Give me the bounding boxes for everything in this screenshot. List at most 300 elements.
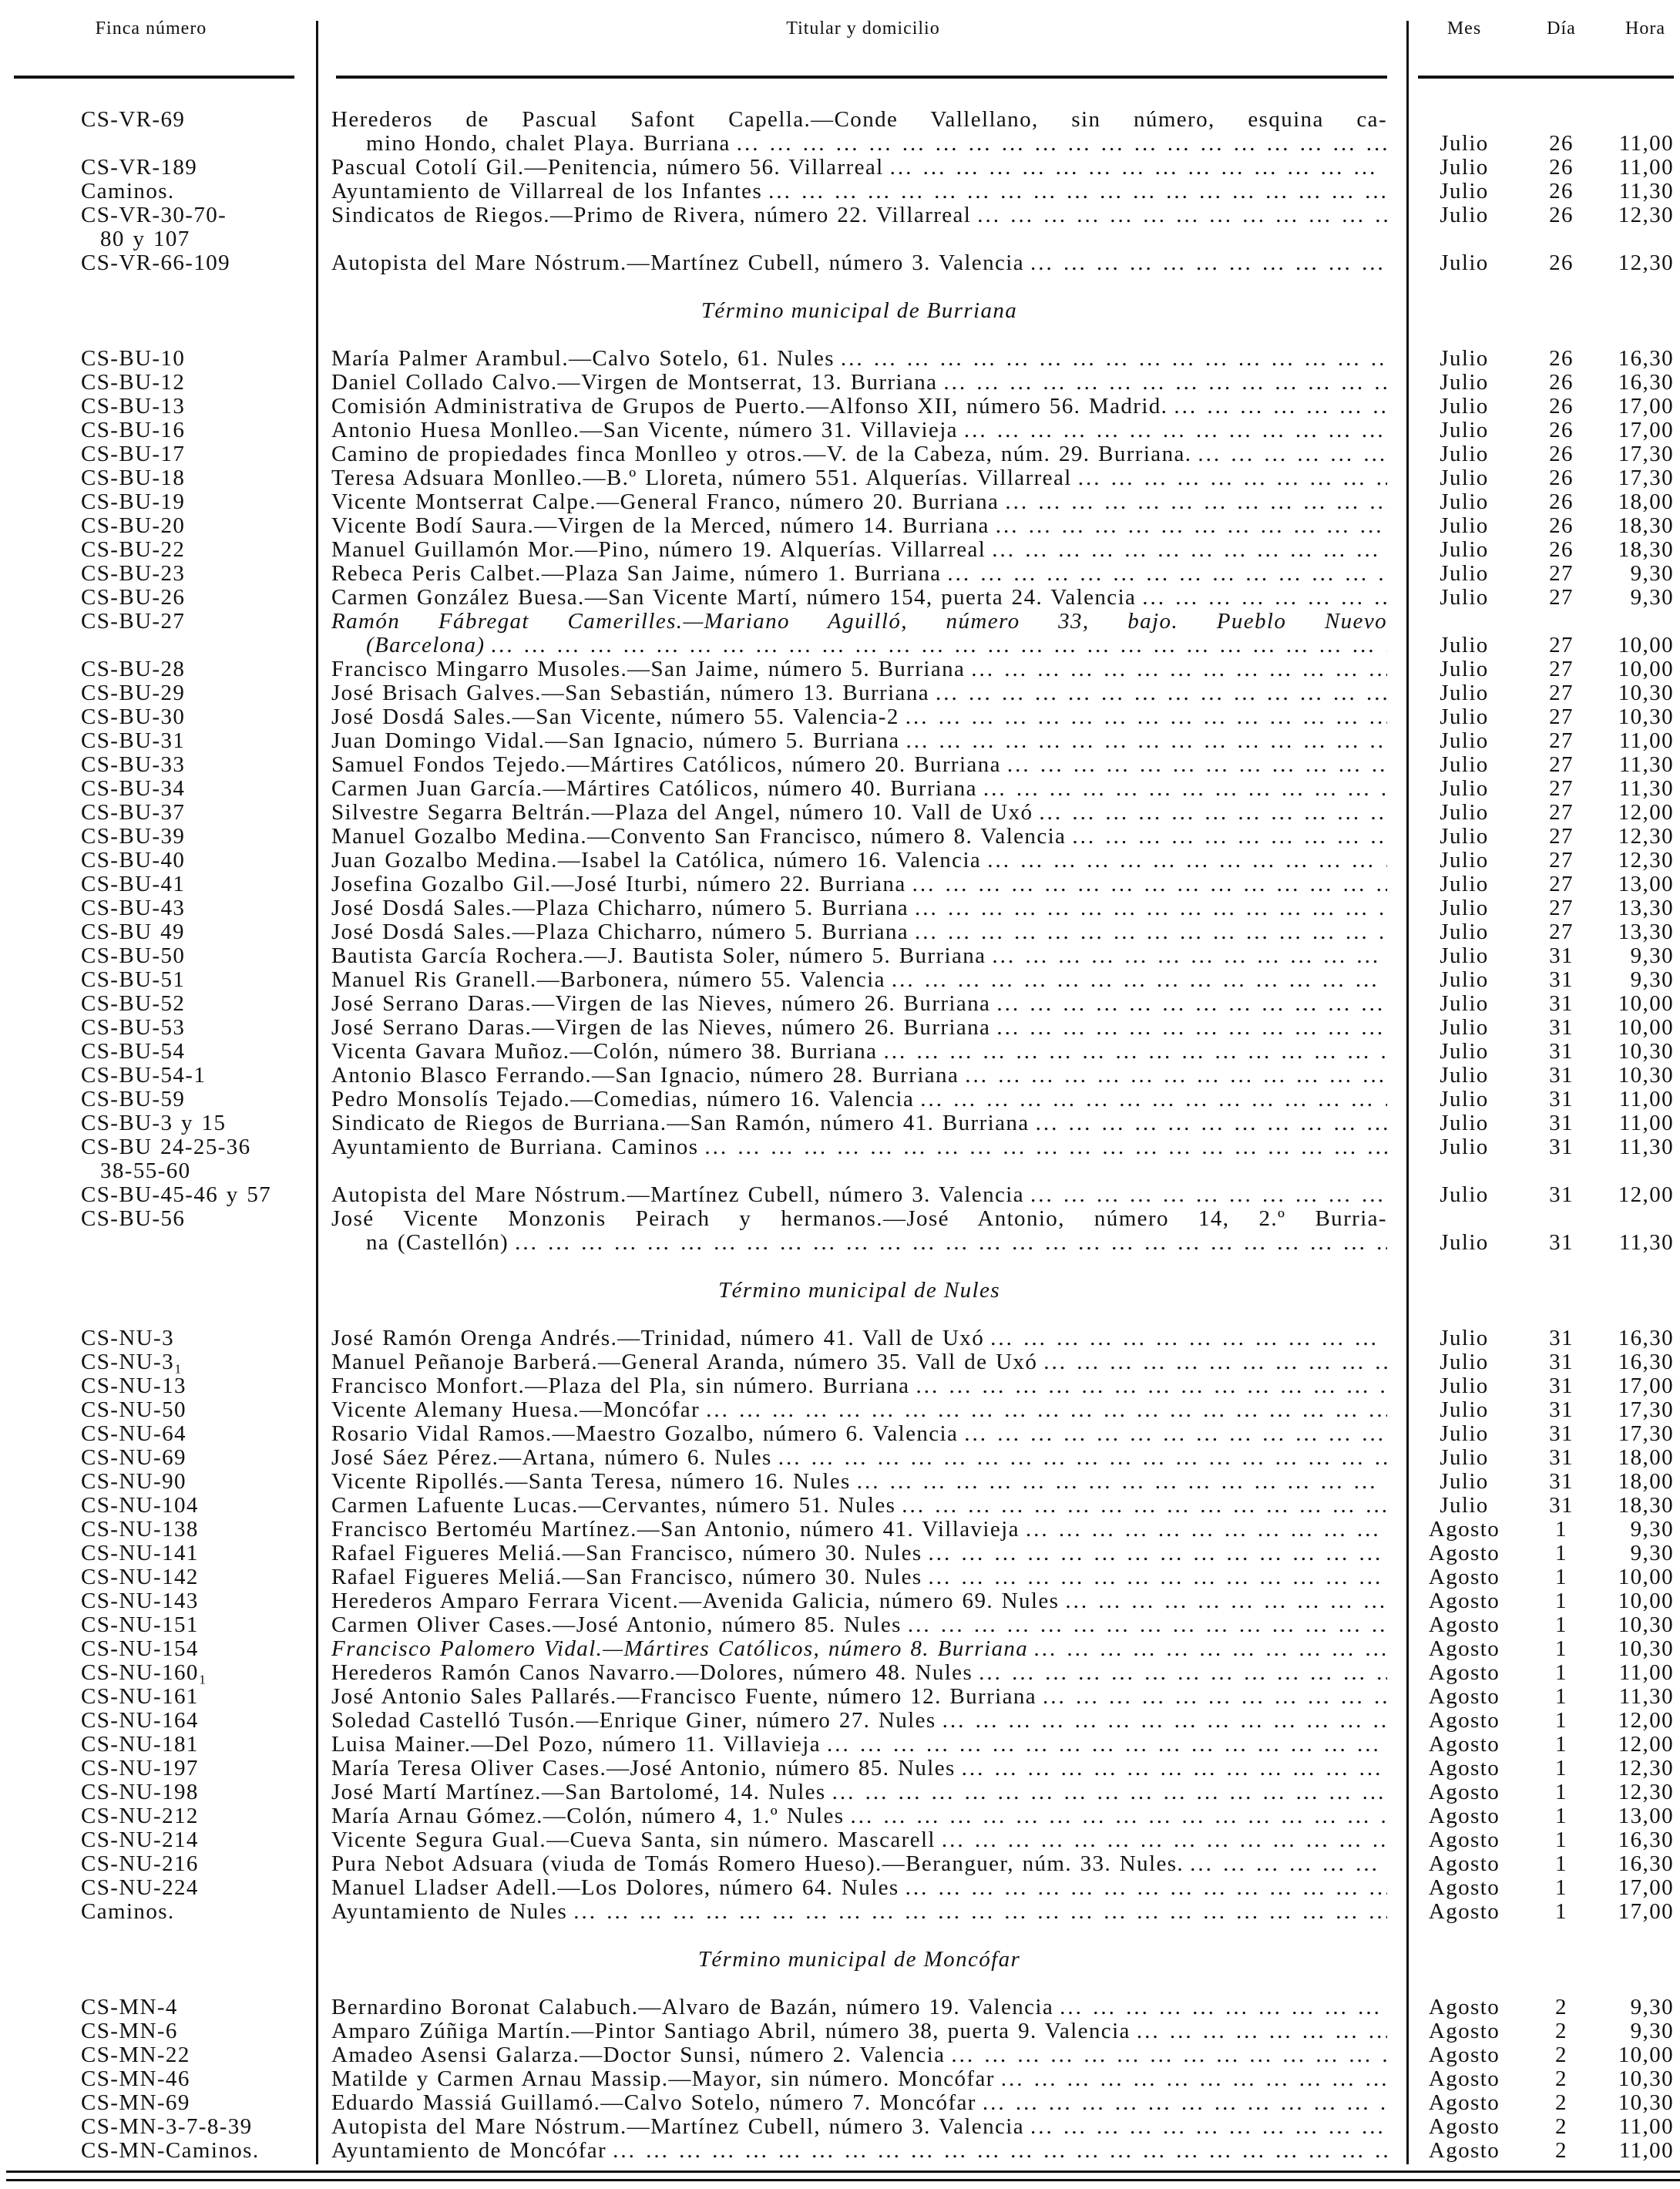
leader-dots [909,920,1387,944]
mes-cell: Agosto [1428,2114,1500,2139]
finca-number: CS-BU-56 [81,1206,186,1231]
table-row [0,180,1680,203]
leader-dots [895,1494,1387,1518]
mes-cell: Agosto [1428,1660,1500,1685]
hora-cell: 13,00 [1618,872,1674,896]
hora-cell: 16,30 [1618,1350,1674,1374]
bottom-rule [6,2179,1680,2181]
dia-cell: 1 [1555,1780,1567,1804]
hora-cell: 10,30 [1618,1039,1674,1064]
hora-cell: 18,30 [1618,537,1674,562]
dia-cell: 26 [1549,418,1574,442]
finca-cell [81,586,312,610]
titular-text: Autopista del Mare Nóstrum.—Martínez Cubell, número 3. Valencia [331,2115,1024,2139]
dia-cell: 31 [1549,1445,1574,1470]
finca-number: CS-BU 24-25-36 [81,1135,251,1159]
leader-dots [1131,2019,1387,2043]
leader-dots [485,634,1387,657]
titular-line [331,1733,1387,1757]
mes-cell: Julio [1440,561,1489,586]
mes-cell: Agosto [1428,1565,1500,1589]
leader-dots [899,705,1387,729]
titular-line [331,1637,1387,1661]
mes-cell: Julio [1440,633,1489,657]
titular-line [331,681,1387,705]
titular-line [331,1327,1387,1350]
finca-number: CS-NU-50 [81,1397,186,1422]
titular-text: Daniel Collado Calvo.—Virgen de Montserrat, 13. Burriana [331,371,938,395]
finca-cell [81,490,312,514]
hora-cell: 11,30 [1618,1135,1674,1159]
dia-cell: 2 [1555,2043,1567,2067]
finca-cell [81,1016,312,1040]
dia-cell: 2 [1555,2114,1567,2139]
finca-cell [81,610,312,634]
table-row [0,1327,1680,1350]
table-row [0,1661,1680,1685]
titular-cell [331,395,1387,419]
titular-cell [331,1900,1387,1924]
finca-cell [81,1040,312,1064]
titular-line [331,1876,1387,1900]
mes-cell: Julio [1440,1421,1489,1446]
hora-cell: 13,00 [1618,1804,1674,1828]
finca-number: CS-BU-27 [81,609,186,634]
titular-text: Pura Nebot Adsuara (viuda de Tomás Romero Hueso).—Beranguer, núm. 33. Nules. [331,1852,1184,1876]
titular-line [331,371,1387,395]
titular-cell [331,1613,1387,1637]
finca-number: CS-NU-212 [81,1804,199,1828]
titular-cell [331,753,1387,777]
finca-number: CS-NU-141 [81,1541,199,1565]
leader-dots [1066,825,1387,849]
finca-cell [81,1088,312,1111]
titular-line: Herederos de Pascual Safont Capella.—Conde Vallellano, sin número, esquina ca- [331,108,1387,132]
titular-line [331,729,1387,753]
finca-number: CS-BU-19 [81,489,186,514]
leader-dots [959,1064,1387,1088]
finca-cell [81,395,312,419]
finca-number: CS-VR-30-70- [81,203,227,227]
titular-cell [331,347,1387,371]
mes-cell: Julio [1440,466,1489,490]
finca-number: CS-NU-216 [81,1851,199,1876]
dia-cell: 26 [1549,370,1574,395]
finca-cell [81,1542,312,1565]
hora-cell: 9,30 [1630,1517,1674,1542]
table-row [0,442,1680,466]
titular-line [331,419,1387,442]
finca-cell [81,1613,312,1637]
table-row [0,992,1680,1016]
finca-number: CS-BU-45-46 y 57 [81,1182,272,1207]
dia-cell: 26 [1549,251,1574,275]
hora-cell: 11,30 [1618,776,1674,801]
leader-dots [937,371,1387,395]
titular-cell [331,251,1387,275]
header-rule-finca [14,76,294,79]
mes-cell: Agosto [1428,1732,1500,1757]
leader-dots [971,203,1387,227]
section-header [0,1924,1680,1996]
hora-cell: 11,30 [1618,179,1674,203]
hora-cell: 12,30 [1618,824,1674,849]
table-row [0,920,1680,944]
hora-cell: 12,30 [1618,1780,1674,1804]
dia-cell: 31 [1549,943,1574,968]
leader-dots [922,1542,1387,1565]
titular-text: (Barcelona) [366,634,486,657]
hora-cell: 12,30 [1618,203,1674,227]
titular-text: Ayuntamiento de Moncófar [331,2139,607,2163]
finca-cell [81,873,312,896]
dia-cell: 31 [1549,1182,1574,1207]
finca-number: CS-NU-160₁ [81,1660,208,1685]
finca-number: CS-MN-69 [81,2090,190,2115]
hora-cell: 10,30 [1618,1612,1674,1637]
titular-text: Silvestre Segarra Beltrán.—Plaza del Angel, número 10. Vall de Uxó [331,801,1033,825]
finca-cell [81,108,312,132]
leader-dots [877,1040,1387,1064]
hora-cell: 10,30 [1618,1063,1674,1088]
hora-cell: 18,00 [1618,1445,1674,1470]
titular-cell [331,2091,1387,2115]
dia-cell: 27 [1549,824,1574,849]
titular-cell [331,1733,1387,1757]
finca-cell [81,347,312,371]
titular-text: Vicente Alemany Huesa.—Moncófar [331,1398,701,1422]
titular-cell [331,896,1387,920]
leader-dots [885,968,1387,992]
titular-text: Camino de propiedades finca Monlleo y otros.—V. de la Cabeza, núm. 29. Burriana. [331,442,1192,466]
titular-line [331,132,1387,156]
mes-cell: Agosto [1428,1708,1500,1733]
mes-cell: Julio [1440,1135,1489,1159]
table-row [0,1804,1680,1828]
finca-cell [81,1565,312,1589]
finca-number: CS-BU-20 [81,513,186,538]
finca-number: CS-BU-34 [81,776,186,801]
finca-number: CS-NU-154 [81,1636,199,1661]
finca-cell [81,1828,312,1852]
table-row [0,1733,1680,1757]
leader-dots [945,2043,1387,2067]
mes-cell: Agosto [1428,2066,1500,2091]
hora-cell: 10,00 [1618,657,1674,681]
titular-line [331,1446,1387,1470]
hora-cell: 10,30 [1618,1636,1674,1661]
hora-cell: 17,00 [1618,394,1674,419]
hora-cell: 13,30 [1618,920,1674,944]
titular-text: Teresa Adsuara Monlleo.—B.º Lloreta, número 551. Alquerías. Villarreal [331,466,1072,490]
finca-cell [81,1661,312,1685]
finca-number: CS-BU-39 [81,824,186,849]
titular-text: Matilde y Carmen Arnau Massip.—Mayor, sin número. Moncófar [331,2067,995,2091]
titular-text: Samuel Fondos Tejedo.—Mártires Católicos, número 20. Burriana [331,753,1001,777]
hora-cell: 9,30 [1630,1541,1674,1565]
leader-dots [941,562,1387,586]
leader-dots [981,849,1387,873]
finca-cell [81,1470,312,1494]
finca-cell [81,992,312,1016]
finca-number: CS-NU-3₁ [81,1350,183,1374]
mes-cell: Julio [1440,537,1489,562]
leader-dots [976,2091,1387,2115]
finca-number: CS-NU-151 [81,1612,199,1637]
titular-text: Vicente Montserrat Calpe.—General Franco, número 20. Burriana [331,490,1000,514]
dia-cell: 1 [1555,1565,1567,1589]
table-row [0,1900,1680,1924]
titular-text: Sindicato de Riegos de Burriana.—San Ramón, número 41. Burriana [331,1111,1030,1135]
titular-cell [331,2067,1387,2091]
finca-number: CS-BU-22 [81,537,186,562]
hora-cell: 16,30 [1618,1326,1674,1350]
finca-cell [81,1852,312,1876]
dia-cell: 26 [1549,394,1574,419]
mes-cell: Agosto [1428,1875,1500,1900]
mes-cell: Julio [1440,251,1489,275]
titular-line [331,1613,1387,1637]
dia-cell: 27 [1549,776,1574,801]
dia-cell: 26 [1549,489,1574,514]
hora-cell: 13,30 [1618,896,1674,920]
hora-cell: 12,30 [1618,251,1674,275]
titular-text: Carmen Oliver Cases.—José Antonio, número 85. Nules [331,1613,902,1637]
hora-cell: 10,30 [1618,2066,1674,2091]
finca-number: CS-NU-197 [81,1756,199,1780]
finca-number: CS-NU-90 [81,1469,186,1494]
table-row [0,156,1680,180]
leader-dots [999,490,1387,514]
titular-text: Amadeo Asensi Galarza.—Doctor Sunsi, número 2. Valencia [331,2043,946,2067]
titular-cell [331,490,1387,514]
titular-line [331,2043,1387,2067]
table-row [0,801,1680,825]
dia-cell: 31 [1549,1111,1574,1135]
mes-cell: Julio [1440,1350,1489,1374]
table-row [0,753,1680,777]
leader-dots [700,1398,1387,1422]
finca-cell [81,2115,312,2139]
mes-cell: Julio [1440,585,1489,610]
titular-line [331,1111,1387,1135]
titular-line [331,825,1387,849]
mes-cell: Julio [1440,394,1489,419]
leader-dots [698,1135,1387,1159]
titular-line [331,180,1387,203]
finca-cell [81,1135,312,1183]
titular-cell [331,801,1387,825]
titular-cell [331,920,1387,944]
mes-cell: Julio [1440,920,1489,944]
hora-cell: 10,30 [1618,681,1674,705]
titular-line [331,1040,1387,1064]
dia-cell: 27 [1549,585,1574,610]
titular-text: Francisco Bertoméu Martínez.—San Antonio, número 41. Villavieja [331,1518,1020,1542]
titular-cell [331,562,1387,586]
titular-text: José Serrano Daras.—Virgen de las Nieves, número 26. Burriana [331,992,991,1016]
titular-line [331,873,1387,896]
leader-dots [958,419,1387,442]
titular-cell [331,108,1387,156]
dia-cell: 1 [1555,1756,1567,1780]
table-row [0,1757,1680,1780]
titular-cell [331,1685,1387,1709]
titular-line [331,1518,1387,1542]
titular-line [331,1350,1387,1374]
mes-cell: Agosto [1428,1636,1500,1661]
dia-cell: 31 [1549,1350,1574,1374]
dia-cell: 1 [1555,1828,1567,1852]
leader-dots [986,944,1387,968]
mes-cell: Julio [1440,442,1489,466]
hora-cell: 12,00 [1618,1732,1674,1757]
titular-text: Manuel Gozalbo Medina.—Convento San Francisco, número 8. Valencia [331,825,1067,849]
finca-cell [81,753,312,777]
table-row [0,729,1680,753]
finca-cell [81,849,312,873]
mes-cell: Julio [1440,704,1489,729]
finca-number: CS-NU-138 [81,1517,199,1542]
mes-cell: Julio [1440,370,1489,395]
titular-cell [331,1661,1387,1685]
finca-number: CS-NU-161 [81,1684,199,1709]
finca-cell [81,538,312,562]
hora-cell: 16,30 [1618,1828,1674,1852]
leader-dots [902,1613,1387,1637]
titular-text: mino Hondo, chalet Playa. Burriana [366,132,731,156]
dia-cell: 1 [1555,1636,1567,1661]
hora-cell: 9,30 [1630,1995,1674,2019]
hora-cell: 9,30 [1630,967,1674,992]
finca-cell [81,1996,312,2019]
dia-cell: 1 [1555,1660,1567,1685]
table-row [0,1780,1680,1804]
titular-cell [331,1852,1387,1876]
mes-cell: Julio [1440,800,1489,825]
leader-dots [1024,1183,1387,1207]
table-row [0,1852,1680,1876]
dia-cell: 31 [1549,1230,1574,1255]
titular-cell [331,2019,1387,2043]
titular-cell [331,1207,1387,1255]
titular-line [331,1780,1387,1804]
dia-cell: 31 [1549,1374,1574,1398]
leader-dots [1037,1350,1387,1374]
leader-dots [1168,395,1387,419]
finca-cell [81,944,312,968]
finca-cell [81,1446,312,1470]
dia-cell: 31 [1549,1469,1574,1494]
table-row [0,1064,1680,1088]
table-row [0,203,1680,251]
leader-dots [1037,1685,1387,1709]
finca-cell [81,156,312,180]
leader-dots [821,1733,1387,1757]
finca-number: 38-55-60 [100,1158,191,1183]
leader-dots [567,1900,1387,1924]
titular-text: Juan Gozalbo Medina.—Isabel la Católica, número 16. Valencia [331,849,982,873]
finca-number: Caminos. [81,1899,175,1924]
finca-cell [81,1111,312,1135]
leader-dots [1030,1111,1387,1135]
titular-line [331,944,1387,968]
leader-dots [835,347,1387,371]
dia-cell: 31 [1549,1326,1574,1350]
mes-cell: Julio [1440,848,1489,873]
hora-cell: 12,00 [1618,800,1674,825]
finca-number: CS-BU-37 [81,800,186,825]
leader-dots [973,1661,1387,1685]
finca-cell [81,801,312,825]
titular-text: Autopista del Mare Nóstrum.—Martínez Cubell, número 3. Valencia [331,1183,1024,1207]
titular-line [331,2019,1387,2043]
titular-line [331,490,1387,514]
finca-number: CS-BU-23 [81,561,186,586]
table-row [0,586,1680,610]
dia-cell: 2 [1555,1995,1567,2019]
titular-text: Herederos Ramón Canos Navarro.—Dolores, número 48. Nules [331,1661,973,1685]
finca-cell [81,1064,312,1088]
mes-cell: Agosto [1428,1756,1500,1780]
mes-cell: Agosto [1428,1541,1500,1565]
header-hora: Hora [1625,18,1665,39]
hora-cell: 11,00 [1618,2138,1674,2163]
leader-dots [1191,442,1387,466]
titular-cell [331,681,1387,705]
titular-text: Comisión Administrativa de Grupos de Puerto.—Alfonso XII, número 56. Madrid. [331,395,1168,419]
titular-cell [331,1589,1387,1613]
finca-cell [81,1327,312,1350]
hora-cell: 18,30 [1618,1493,1674,1518]
hora-cell: 12,30 [1618,848,1674,873]
finca-number: CS-BU-30 [81,704,186,729]
leader-dots [956,1757,1387,1780]
titular-line [331,920,1387,944]
finca-cell [81,1780,312,1804]
header-titular: Titular y domicilio [786,18,940,39]
table-row [0,1016,1680,1040]
finca-number: CS-MN-4 [81,1995,178,2019]
finca-cell [81,562,312,586]
titular-text: Herederos Amparo Ferrara Vicent.—Avenida Galicia, número 69. Nules [331,1589,1060,1613]
titular-text: Carmen Juan García.—Mártires Católicos, número 40. Burriana [331,777,977,801]
leader-dots [990,992,1387,1016]
leader-dots [990,1016,1387,1040]
dia-cell: 31 [1549,1063,1574,1088]
leader-dots [845,1804,1388,1828]
titular-text: María Palmer Arambul.—Calvo Sotelo, 61. Nules [331,347,835,371]
finca-cell [81,251,312,275]
mes-cell: Agosto [1428,1589,1500,1613]
titular-cell [331,1876,1387,1900]
dia-cell: 31 [1549,991,1574,1016]
finca-number: CS-NU-13 [81,1374,186,1398]
hora-cell: 11,00 [1618,728,1674,753]
hora-cell: 17,00 [1618,1875,1674,1900]
finca-cell [81,825,312,849]
titular-text: María Arnau Gómez.—Colón, número 4, 1.º Nules [331,1804,845,1828]
mes-cell: Agosto [1428,1828,1500,1852]
titular-text: Vicente Ripollés.—Santa Teresa, número 16. Nules [331,1470,851,1494]
table-row [0,681,1680,705]
titular-cell [331,777,1387,801]
leader-dots [936,1828,1387,1852]
titular-text: José Serrano Daras.—Virgen de las Nieves, número 26. Burriana [331,1016,991,1040]
titular-cell [331,825,1387,849]
table-row [0,849,1680,873]
finca-cell [81,705,312,729]
